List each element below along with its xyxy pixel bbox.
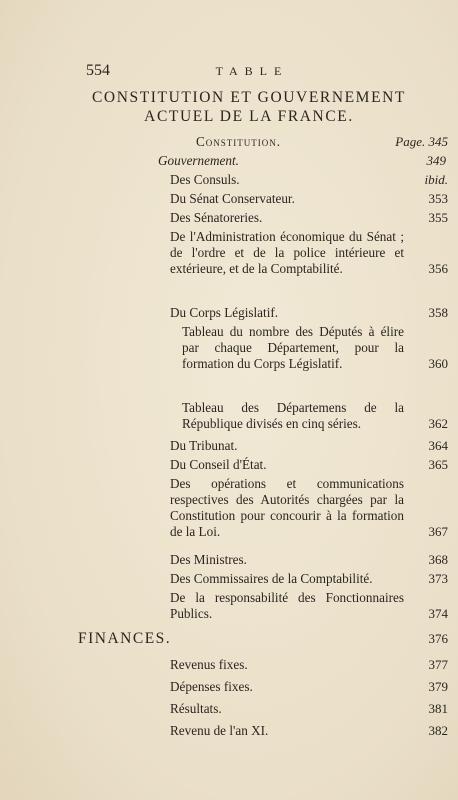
toc-entry-page: 381 [428, 701, 448, 716]
toc-entry-page: 368 [428, 552, 448, 567]
toc-entry-page: 356 [428, 261, 448, 276]
toc-entry [170, 571, 448, 587]
toc-entry-title: Des Consuls. [170, 172, 240, 187]
toc-entry-title: Revenu de l'an XI. [170, 723, 269, 738]
toc-entry [170, 210, 448, 226]
toc-entry-page: 382 [428, 723, 448, 738]
toc-entry [170, 191, 448, 207]
running-title: TABLE [215, 64, 289, 78]
toc-entry [170, 723, 448, 739]
toc-entry-page: 353 [428, 191, 448, 206]
toc-entry [170, 701, 448, 717]
toc-entry-title: Dépenses fixes. [170, 679, 253, 694]
page-header [86, 62, 418, 82]
toc-entry-title: Résultats. [170, 701, 222, 716]
toc-entry-page: 376 [428, 631, 448, 646]
toc-entry-page: 360 [428, 356, 448, 371]
toc-entry [170, 476, 448, 540]
toc-entry-title: De la responsabilité des Fonctionnaires Publics. [170, 590, 404, 621]
toc-entry [170, 438, 448, 454]
toc-entry-page: 365 [428, 457, 448, 472]
toc-entry-page: 373 [428, 571, 448, 586]
toc-entry [170, 457, 448, 473]
toc-entry-page: 349 [426, 153, 446, 168]
toc-entry-title: Des Ministres. [170, 552, 247, 567]
toc-entry-page: 367 [428, 524, 448, 539]
toc-entry-title: De l'Administration économique du Sénat ; de l'ordre et de la police intérieure et extérieure, et de la Comptabilité. [170, 229, 404, 276]
toc-entry-title: Gouvernement. [158, 153, 239, 168]
toc-entry-title: Revenus fixes. [170, 657, 248, 672]
toc-entry-title: Constitution. [196, 134, 282, 149]
toc-entry-page: ibid. [424, 172, 448, 187]
toc-entry-title: Des Sénatoreries. [170, 210, 263, 225]
toc-entry [170, 657, 448, 673]
section-title: CONSTITUTION ET GOUVERNEMENT ACTUEL DE LA FRANCE. [91, 89, 406, 125]
toc-entry-page: 377 [428, 657, 448, 672]
toc-entry-title: Du Tribunat. [170, 438, 238, 453]
toc-entry-title: Tableau du nombre des Députés à élire par chaque Département, pour la formation du Corps Législatif. [182, 324, 404, 371]
page-number: 554 [86, 62, 110, 79]
toc-entry-page: 364 [428, 438, 448, 453]
toc-entry-page: 355 [428, 210, 448, 225]
toc-entry-page: 362 [428, 416, 448, 431]
toc-entry-page: Page. 345 [395, 134, 448, 149]
toc-entry-title: Tableau des Départemens de la République divisés en cinq séries. [182, 400, 404, 431]
toc-entry [170, 305, 448, 321]
toc-entry-title: Des Commissaires de la Comptabilité. [170, 571, 373, 586]
toc-entry [182, 324, 448, 372]
toc-entry-page: 358 [428, 305, 448, 320]
toc-entry [170, 229, 448, 277]
toc-entry-title: Du Conseil d'État. [170, 457, 267, 472]
toc-entry [170, 552, 448, 568]
toc-entry-title: Des opérations et communications respectives des Autorités chargées par la Constitution pour concourir à la formation de la Loi. [170, 476, 404, 539]
toc-entry-page: 374 [428, 606, 448, 621]
toc-entry [78, 631, 448, 647]
toc-entry-title: Du Corps Législatif. [170, 305, 279, 320]
toc-entry [182, 400, 448, 432]
toc-entry [196, 134, 448, 150]
toc-entry [158, 153, 446, 169]
toc-entry [170, 590, 448, 622]
toc-entry [170, 172, 448, 188]
toc-entry-title: FINANCES. [78, 630, 172, 647]
toc-entry-title: Du Sénat Conservateur. [170, 191, 295, 206]
toc-entry-page: 379 [428, 679, 448, 694]
toc-entry [170, 679, 448, 695]
